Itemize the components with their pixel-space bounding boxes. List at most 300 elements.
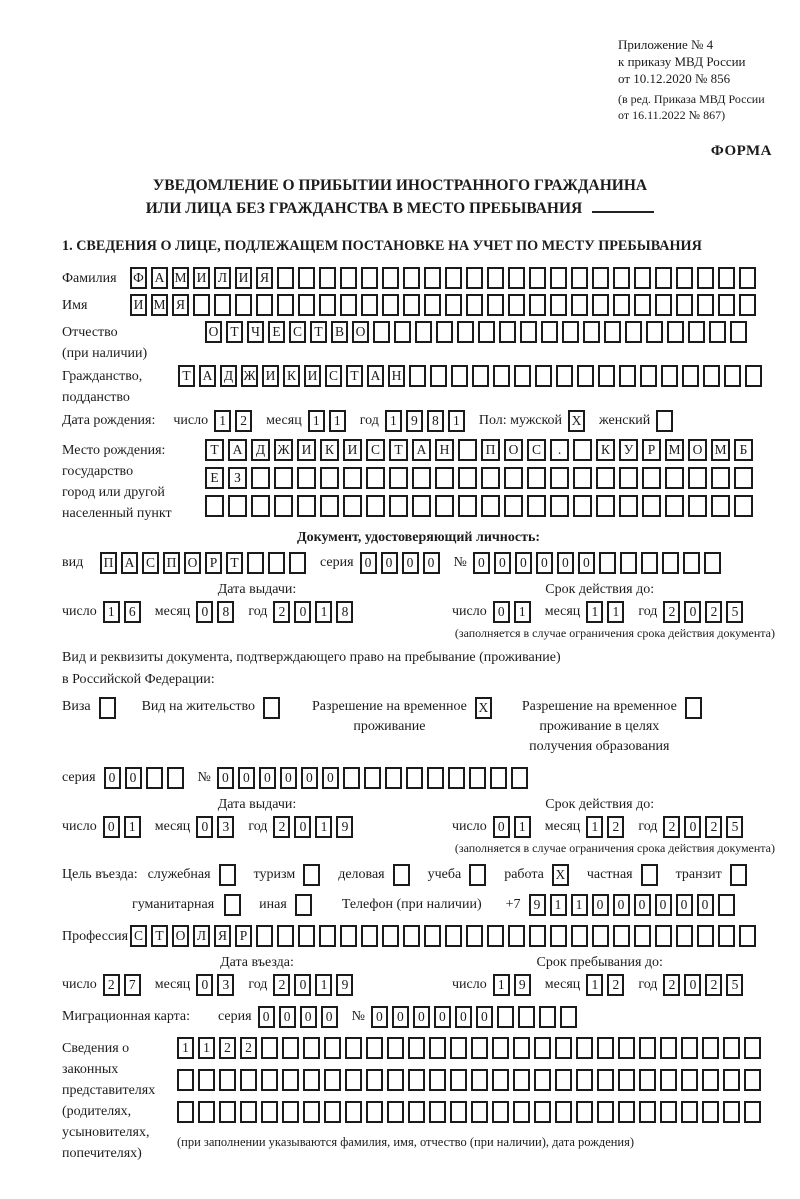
form-cell[interactable] — [573, 495, 592, 517]
form-cell[interactable]: 1 — [571, 894, 588, 916]
form-cell[interactable] — [685, 697, 702, 719]
form-cell[interactable] — [619, 365, 636, 387]
form-cell[interactable]: 7 — [124, 974, 141, 996]
form-cell[interactable]: Ж — [241, 365, 258, 387]
form-cell[interactable] — [219, 864, 236, 886]
form-cell[interactable]: У — [619, 439, 638, 461]
form-cell[interactable]: 2 — [103, 974, 120, 996]
form-cell[interactable] — [366, 1037, 383, 1059]
form-cell[interactable]: 1 — [586, 974, 603, 996]
form-cell[interactable] — [634, 925, 651, 947]
form-cell[interactable]: 0 — [381, 552, 398, 574]
form-cell[interactable] — [256, 294, 273, 316]
form-cell[interactable] — [450, 1101, 467, 1123]
form-cell[interactable] — [618, 1101, 635, 1123]
form-cell[interactable]: К — [283, 365, 300, 387]
form-cell[interactable] — [424, 267, 441, 289]
form-cell[interactable] — [282, 1069, 299, 1091]
form-cell[interactable] — [282, 1037, 299, 1059]
form-cell[interactable] — [469, 767, 486, 789]
form-cell[interactable] — [660, 1037, 677, 1059]
form-cell[interactable] — [403, 925, 420, 947]
form-cell[interactable]: Р — [235, 925, 252, 947]
form-cell[interactable]: 0 — [613, 894, 630, 916]
form-cell[interactable] — [373, 321, 390, 343]
form-cell[interactable] — [702, 1069, 719, 1091]
form-cell[interactable] — [718, 894, 735, 916]
form-cell[interactable] — [387, 1101, 404, 1123]
form-cell[interactable] — [513, 1069, 530, 1091]
form-cell[interactable]: И — [262, 365, 279, 387]
form-cell[interactable] — [387, 1069, 404, 1091]
form-cell[interactable] — [394, 321, 411, 343]
form-cell[interactable] — [274, 495, 293, 517]
form-cell[interactable] — [481, 467, 500, 489]
form-cell[interactable]: 0 — [493, 601, 510, 623]
form-cell[interactable]: Р — [642, 439, 661, 461]
form-cell[interactable]: 0 — [392, 1006, 409, 1028]
form-cell[interactable] — [274, 467, 293, 489]
form-cell[interactable]: 0 — [279, 1006, 296, 1028]
form-cell[interactable]: 9 — [406, 410, 423, 432]
form-cell[interactable] — [320, 467, 339, 489]
form-cell[interactable] — [734, 495, 753, 517]
form-cell[interactable]: 1 — [124, 816, 141, 838]
form-cell[interactable] — [492, 1069, 509, 1091]
form-cell[interactable]: 0 — [322, 767, 339, 789]
form-cell[interactable] — [618, 1069, 635, 1091]
form-cell[interactable] — [541, 321, 558, 343]
form-cell[interactable] — [99, 697, 116, 719]
form-cell[interactable]: Т — [226, 552, 243, 574]
form-cell[interactable] — [382, 925, 399, 947]
form-cell[interactable] — [406, 767, 423, 789]
form-cell[interactable]: О — [184, 552, 201, 574]
form-cell[interactable] — [345, 1101, 362, 1123]
form-cell[interactable] — [167, 767, 184, 789]
form-cell[interactable]: 0 — [300, 1006, 317, 1028]
form-cell[interactable] — [471, 1101, 488, 1123]
form-cell[interactable] — [424, 294, 441, 316]
form-cell[interactable] — [408, 1101, 425, 1123]
form-cell[interactable] — [389, 495, 408, 517]
form-cell[interactable] — [529, 267, 546, 289]
form-cell[interactable] — [492, 1037, 509, 1059]
form-cell[interactable]: 2 — [273, 974, 290, 996]
form-cell[interactable]: С — [366, 439, 385, 461]
form-cell[interactable] — [177, 1101, 194, 1123]
form-cell[interactable] — [534, 1069, 551, 1091]
form-cell[interactable] — [487, 925, 504, 947]
form-cell[interactable]: 0 — [423, 552, 440, 574]
form-cell[interactable] — [504, 467, 523, 489]
form-cell[interactable] — [739, 925, 756, 947]
form-cell[interactable]: 0 — [321, 1006, 338, 1028]
form-cell[interactable] — [555, 1037, 572, 1059]
form-cell[interactable] — [198, 1101, 215, 1123]
form-cell[interactable]: 6 — [124, 601, 141, 623]
form-cell[interactable]: 0 — [301, 767, 318, 789]
form-cell[interactable] — [697, 925, 714, 947]
form-cell[interactable] — [261, 1069, 278, 1091]
form-cell[interactable]: 1 — [308, 410, 325, 432]
form-cell[interactable] — [711, 495, 730, 517]
form-cell[interactable]: 0 — [557, 552, 574, 574]
form-cell[interactable] — [412, 467, 431, 489]
form-cell[interactable] — [298, 267, 315, 289]
form-cell[interactable] — [527, 467, 546, 489]
form-cell[interactable] — [646, 321, 663, 343]
form-cell[interactable]: О — [504, 439, 523, 461]
form-cell[interactable] — [597, 1069, 614, 1091]
form-cell[interactable] — [303, 1037, 320, 1059]
form-cell[interactable] — [240, 1101, 257, 1123]
form-cell[interactable]: П — [100, 552, 117, 574]
form-cell[interactable] — [219, 1069, 236, 1091]
form-cell[interactable] — [298, 925, 315, 947]
form-cell[interactable]: И — [304, 365, 321, 387]
form-cell[interactable]: И — [343, 439, 362, 461]
form-cell[interactable] — [445, 294, 462, 316]
form-cell[interactable] — [613, 925, 630, 947]
form-cell[interactable]: О — [688, 439, 707, 461]
form-cell[interactable] — [711, 467, 730, 489]
form-cell[interactable] — [261, 1101, 278, 1123]
form-cell[interactable]: 0 — [697, 894, 714, 916]
form-cell[interactable] — [655, 925, 672, 947]
form-cell[interactable] — [676, 267, 693, 289]
form-cell[interactable] — [427, 767, 444, 789]
form-cell[interactable]: 5 — [726, 601, 743, 623]
form-cell[interactable]: . — [550, 439, 569, 461]
form-cell[interactable]: 9 — [336, 974, 353, 996]
form-cell[interactable]: 0 — [196, 601, 213, 623]
form-cell[interactable] — [268, 552, 285, 574]
form-cell[interactable]: Я — [172, 294, 189, 316]
form-cell[interactable]: 1 — [315, 816, 332, 838]
form-cell[interactable] — [457, 321, 474, 343]
form-cell[interactable]: 1 — [315, 601, 332, 623]
form-cell[interactable] — [619, 467, 638, 489]
form-cell[interactable] — [251, 495, 270, 517]
form-cell[interactable] — [451, 365, 468, 387]
form-cell[interactable]: Ж — [274, 439, 293, 461]
form-cell[interactable] — [577, 365, 594, 387]
form-cell[interactable] — [361, 267, 378, 289]
form-cell[interactable] — [364, 767, 381, 789]
form-cell[interactable] — [493, 365, 510, 387]
form-cell[interactable]: 0 — [371, 1006, 388, 1028]
form-cell[interactable] — [539, 1006, 556, 1028]
form-cell[interactable] — [640, 365, 657, 387]
form-cell[interactable] — [430, 365, 447, 387]
form-cell[interactable] — [429, 1037, 446, 1059]
form-cell[interactable] — [277, 294, 294, 316]
form-cell[interactable] — [518, 1006, 535, 1028]
form-cell[interactable] — [205, 495, 224, 517]
form-cell[interactable] — [435, 495, 454, 517]
form-cell[interactable] — [745, 365, 762, 387]
form-cell[interactable]: А — [367, 365, 384, 387]
form-cell[interactable] — [718, 267, 735, 289]
form-cell[interactable] — [718, 294, 735, 316]
form-cell[interactable]: Д — [220, 365, 237, 387]
form-cell[interactable]: 2 — [705, 816, 722, 838]
form-cell[interactable] — [573, 439, 592, 461]
form-cell[interactable] — [429, 1101, 446, 1123]
form-cell[interactable]: Т — [226, 321, 243, 343]
form-cell[interactable]: 1 — [315, 974, 332, 996]
form-cell[interactable] — [487, 294, 504, 316]
form-cell[interactable]: 0 — [476, 1006, 493, 1028]
form-cell[interactable]: М — [665, 439, 684, 461]
form-cell[interactable] — [665, 467, 684, 489]
form-cell[interactable] — [219, 1101, 236, 1123]
form-cell[interactable] — [429, 1069, 446, 1091]
form-cell[interactable]: Т — [346, 365, 363, 387]
form-cell[interactable] — [324, 1069, 341, 1091]
form-cell[interactable]: 0 — [125, 767, 142, 789]
form-cell[interactable]: И — [235, 267, 252, 289]
form-cell[interactable] — [562, 321, 579, 343]
form-cell[interactable] — [295, 894, 312, 916]
form-cell[interactable] — [555, 1101, 572, 1123]
form-cell[interactable] — [534, 1101, 551, 1123]
form-cell[interactable] — [458, 439, 477, 461]
form-cell[interactable]: 2 — [607, 974, 624, 996]
form-cell[interactable]: 8 — [217, 601, 234, 623]
form-cell[interactable] — [345, 1037, 362, 1059]
form-cell[interactable] — [656, 410, 673, 432]
form-cell[interactable]: 0 — [493, 816, 510, 838]
form-cell[interactable]: 2 — [663, 974, 680, 996]
form-cell[interactable]: 0 — [515, 552, 532, 574]
form-cell[interactable] — [303, 1101, 320, 1123]
form-cell[interactable] — [508, 925, 525, 947]
form-cell[interactable] — [228, 495, 247, 517]
form-cell[interactable] — [723, 1037, 740, 1059]
form-cell[interactable] — [235, 294, 252, 316]
form-cell[interactable]: 2 — [705, 601, 722, 623]
form-cell[interactable] — [529, 294, 546, 316]
form-cell[interactable] — [320, 495, 339, 517]
form-cell[interactable]: 1 — [607, 601, 624, 623]
form-cell[interactable] — [297, 467, 316, 489]
form-cell[interactable] — [511, 767, 528, 789]
form-cell[interactable] — [466, 294, 483, 316]
form-cell[interactable] — [497, 1006, 514, 1028]
form-cell[interactable]: Н — [435, 439, 454, 461]
form-cell[interactable]: 0 — [259, 767, 276, 789]
form-cell[interactable]: Ф — [130, 267, 147, 289]
form-cell[interactable] — [641, 864, 658, 886]
form-cell[interactable] — [597, 1037, 614, 1059]
form-cell[interactable] — [445, 267, 462, 289]
form-cell[interactable]: 0 — [360, 552, 377, 574]
form-cell[interactable] — [576, 1037, 593, 1059]
form-cell[interactable] — [481, 495, 500, 517]
form-cell[interactable] — [688, 495, 707, 517]
form-cell[interactable]: 0 — [592, 894, 609, 916]
form-cell[interactable] — [555, 1069, 572, 1091]
form-cell[interactable] — [604, 321, 621, 343]
form-cell[interactable]: 0 — [578, 552, 595, 574]
form-cell[interactable] — [697, 267, 714, 289]
form-cell[interactable]: 0 — [676, 894, 693, 916]
form-cell[interactable] — [343, 495, 362, 517]
form-cell[interactable]: 2 — [273, 601, 290, 623]
form-cell[interactable]: 0 — [258, 1006, 275, 1028]
form-cell[interactable]: 1 — [550, 894, 567, 916]
form-cell[interactable] — [681, 1101, 698, 1123]
form-cell[interactable] — [492, 1101, 509, 1123]
form-cell[interactable] — [472, 365, 489, 387]
form-cell[interactable] — [550, 495, 569, 517]
form-cell[interactable] — [550, 267, 567, 289]
form-cell[interactable] — [508, 267, 525, 289]
form-cell[interactable] — [513, 1101, 530, 1123]
form-cell[interactable] — [499, 321, 516, 343]
form-cell[interactable]: 0 — [280, 767, 297, 789]
form-cell[interactable]: 9 — [514, 974, 531, 996]
form-cell[interactable]: 0 — [434, 1006, 451, 1028]
form-cell[interactable] — [734, 467, 753, 489]
form-cell[interactable] — [576, 1069, 593, 1091]
form-cell[interactable] — [504, 495, 523, 517]
form-cell[interactable] — [366, 1069, 383, 1091]
form-cell[interactable]: 0 — [402, 552, 419, 574]
form-cell[interactable]: X — [552, 864, 569, 886]
form-cell[interactable] — [289, 552, 306, 574]
form-cell[interactable] — [550, 294, 567, 316]
form-cell[interactable]: 0 — [238, 767, 255, 789]
form-cell[interactable] — [324, 1101, 341, 1123]
form-cell[interactable]: 9 — [336, 816, 353, 838]
form-cell[interactable] — [466, 267, 483, 289]
form-cell[interactable]: Н — [388, 365, 405, 387]
form-cell[interactable] — [550, 925, 567, 947]
form-cell[interactable] — [297, 495, 316, 517]
form-cell[interactable]: Т — [389, 439, 408, 461]
form-cell[interactable] — [739, 294, 756, 316]
form-cell[interactable] — [571, 267, 588, 289]
form-cell[interactable]: К — [320, 439, 339, 461]
form-cell[interactable] — [298, 294, 315, 316]
form-cell[interactable]: 9 — [529, 894, 546, 916]
form-cell[interactable] — [436, 321, 453, 343]
form-cell[interactable]: 1 — [177, 1037, 194, 1059]
form-cell[interactable] — [681, 1069, 698, 1091]
form-cell[interactable]: 1 — [514, 601, 531, 623]
form-cell[interactable] — [573, 467, 592, 489]
form-cell[interactable] — [385, 767, 402, 789]
form-cell[interactable] — [514, 365, 531, 387]
form-cell[interactable] — [619, 495, 638, 517]
form-cell[interactable]: Ч — [247, 321, 264, 343]
form-cell[interactable] — [688, 321, 705, 343]
form-cell[interactable] — [319, 294, 336, 316]
form-cell[interactable]: X — [568, 410, 585, 432]
form-cell[interactable]: Т — [151, 925, 168, 947]
form-cell[interactable]: Л — [214, 267, 231, 289]
form-cell[interactable] — [592, 267, 609, 289]
form-cell[interactable] — [263, 697, 280, 719]
form-cell[interactable]: Б — [734, 439, 753, 461]
form-cell[interactable] — [534, 1037, 551, 1059]
form-cell[interactable]: Т — [310, 321, 327, 343]
form-cell[interactable] — [597, 1101, 614, 1123]
form-cell[interactable] — [703, 365, 720, 387]
form-cell[interactable] — [343, 467, 362, 489]
form-cell[interactable]: 0 — [103, 816, 120, 838]
form-cell[interactable]: А — [151, 267, 168, 289]
form-cell[interactable] — [709, 321, 726, 343]
form-cell[interactable] — [408, 1037, 425, 1059]
form-cell[interactable]: С — [130, 925, 147, 947]
form-cell[interactable] — [723, 1069, 740, 1091]
form-cell[interactable]: И — [193, 267, 210, 289]
form-cell[interactable] — [471, 1069, 488, 1091]
form-cell[interactable]: 2 — [219, 1037, 236, 1059]
form-cell[interactable] — [704, 552, 721, 574]
form-cell[interactable]: К — [596, 439, 615, 461]
form-cell[interactable]: 2 — [705, 974, 722, 996]
form-cell[interactable]: 1 — [493, 974, 510, 996]
form-cell[interactable]: X — [475, 697, 492, 719]
form-cell[interactable] — [478, 321, 495, 343]
form-cell[interactable] — [435, 467, 454, 489]
form-cell[interactable] — [702, 1037, 719, 1059]
form-cell[interactable]: 0 — [196, 974, 213, 996]
form-cell[interactable] — [319, 925, 336, 947]
form-cell[interactable]: А — [121, 552, 138, 574]
form-cell[interactable] — [303, 864, 320, 886]
form-cell[interactable]: 2 — [273, 816, 290, 838]
form-cell[interactable]: 1 — [586, 601, 603, 623]
form-cell[interactable] — [303, 1069, 320, 1091]
form-cell[interactable] — [639, 1101, 656, 1123]
form-cell[interactable]: 1 — [448, 410, 465, 432]
form-cell[interactable] — [660, 1101, 677, 1123]
form-cell[interactable] — [560, 1006, 577, 1028]
form-cell[interactable] — [261, 1037, 278, 1059]
form-cell[interactable]: 0 — [684, 974, 701, 996]
form-cell[interactable] — [625, 321, 642, 343]
form-cell[interactable]: 0 — [217, 767, 234, 789]
form-cell[interactable] — [224, 894, 241, 916]
form-cell[interactable]: 0 — [196, 816, 213, 838]
form-cell[interactable]: 8 — [427, 410, 444, 432]
form-cell[interactable] — [343, 767, 360, 789]
form-cell[interactable] — [613, 267, 630, 289]
form-cell[interactable]: 2 — [663, 601, 680, 623]
form-cell[interactable]: З — [228, 467, 247, 489]
form-cell[interactable] — [641, 552, 658, 574]
form-cell[interactable] — [198, 1069, 215, 1091]
form-cell[interactable] — [744, 1069, 761, 1091]
form-cell[interactable]: 1 — [385, 410, 402, 432]
form-cell[interactable] — [282, 1101, 299, 1123]
form-cell[interactable] — [458, 467, 477, 489]
form-cell[interactable] — [613, 294, 630, 316]
form-cell[interactable]: 3 — [217, 816, 234, 838]
form-cell[interactable] — [366, 1101, 383, 1123]
form-cell[interactable]: И — [130, 294, 147, 316]
form-cell[interactable]: 1 — [103, 601, 120, 623]
form-cell[interactable]: О — [172, 925, 189, 947]
form-cell[interactable] — [681, 1037, 698, 1059]
form-cell[interactable] — [665, 495, 684, 517]
